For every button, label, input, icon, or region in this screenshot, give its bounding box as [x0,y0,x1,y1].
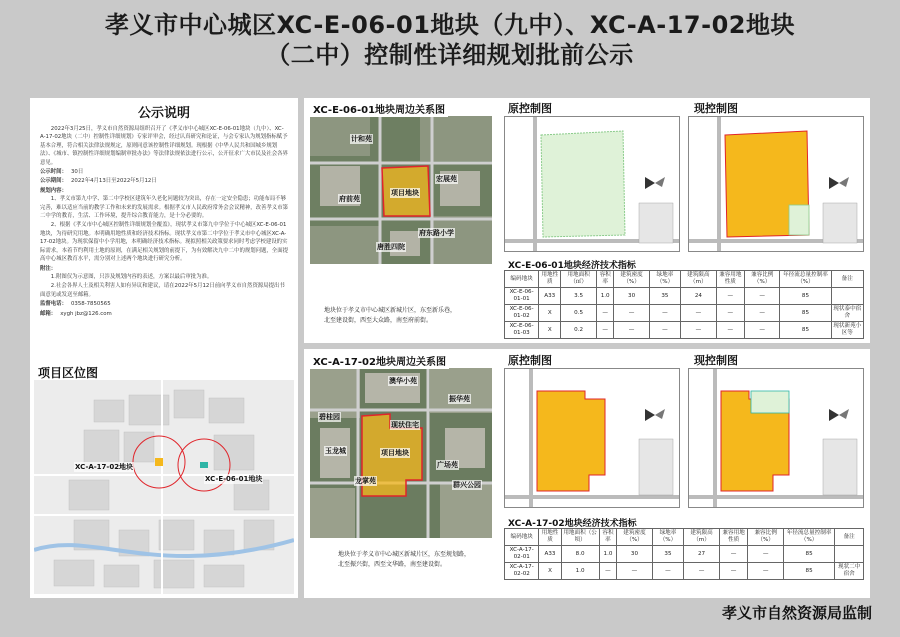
block-a-label-biguiyuan: 碧桂园 [319,413,340,421]
block-a-label-aohua: 澳华小苑 [389,377,417,385]
block-a-label-zhenhua: 振华苑 [449,395,470,403]
table-header-cell: 绿地率（%） [649,271,680,288]
table-cell: — [599,563,617,580]
project-area-label-a: XC-A-17-02地块 [75,463,134,471]
table-header-cell: 编码地块 [505,529,539,546]
table-header-cell: 容积率 [596,271,613,288]
table-cell: — [596,305,613,322]
project-area-label-e: XC-E-06-01地块 [205,475,263,483]
table-row [505,546,864,563]
table-cell: XC-A-17-02-01 [505,546,539,563]
table-cell: 85 [783,563,834,580]
table-cell: 3.5 [561,288,597,305]
table-cell: 27 [684,546,720,563]
block-e-current-plan [688,116,864,252]
block-a-label-xianzhuang: 现状住宅 [391,421,419,429]
table-header-cell: 兼容用地性质 [716,271,744,288]
table-cell: — [652,563,683,580]
table-cell: — [719,563,748,580]
project-area-map-svg [34,380,294,594]
notice-period [40,177,288,185]
table-header-cell: 建筑限高（m） [684,529,720,546]
notice-duration [40,168,288,176]
table-header-cell: 建筑密度（%） [614,271,649,288]
table-header-cell: 用地性质 [539,271,561,288]
phone-label: 监督电话： [40,301,67,308]
block-a-label-yulong: 玉龙城 [325,447,346,455]
table-cell: 0.2 [561,322,597,339]
block-e-description [324,306,456,326]
table-cell: 85 [783,546,834,563]
table-header-cell: 绿地率（%） [652,529,683,546]
table-cell: 1.0 [599,546,617,563]
block-a-original-svg [505,369,680,508]
tech-a-header-row [505,529,864,546]
block-e-desc-line1: 地块位于孝义市中心城区新城片区，东至新乐巷， [324,307,457,314]
table-row [505,322,864,339]
table-cell: 1.0 [596,288,613,305]
notice-content-2: 2、根据《孝义市中心城区控制性详细规划全覆盖》，现状孝义市第九中学位于中心城区XC-E-06-01地块，为待研究用地。本明确用地性质和经济技术指标。现状孝义市第二中学位于孝义市中心城区XC-A-17-02地块。为现状保留中小学用地，本明确经济技术指标。现拟照相关政策要求同时考虑学校建设的实际需求，本着节约利用土地的原则，在满足相关规划的前提下，为有效解决九中二中的规划问题，全面提高中心城区教育水平，需分别对上述两个地块进行研究分析。 [40,222,288,263]
project-area-heading: 项目区位图 [38,366,99,380]
phone-value: 0358-7850565 [70,301,111,308]
block-e-desc-line2: 北至建设街，西至大众路，南至府前街。 [324,317,433,324]
block-e-tech-table [504,270,864,339]
table-cell: XC-E-06-01-03 [505,322,539,339]
block-e-map-title: XC-E-06-01地块周边关系图 [310,100,448,117]
table-cell: XC-E-06-01-02 [505,305,539,322]
table-cell: 现状二中宿舍 [835,563,864,580]
notice-body [30,121,298,318]
table-cell [835,546,864,563]
table-header-cell: 兼容用地性质 [719,529,748,546]
table-cell: — [716,322,744,339]
table-cell: — [745,305,780,322]
notice-note-2: 2.社会各界人士及相关利害人如有异议和建议，请在2022年5月12日前向孝义市自然资源局提出书面意见或发送至邮箱。 [40,283,285,298]
table-cell: — [681,305,716,322]
block-e-label-tangsheng: 唐胜四院 [377,243,405,251]
table-cell: 8.0 [561,546,599,563]
table-cell: X [539,563,561,580]
table-cell: 1.0 [561,563,599,580]
block-a-label-qunxing: 群兴公园 [453,481,481,489]
block-a-label-longzhang: 龙掌苑 [355,477,376,485]
table-header-cell: 年径流总量控制率（%） [783,529,834,546]
block-e-surrounding-map [310,116,492,264]
table-row [505,288,864,305]
table-cell: — [617,563,652,580]
notes-label: 附注： [40,265,57,272]
table-row [505,563,864,580]
email-link[interactable]: xygh jbz@126.com [60,310,112,317]
duration-label: 公示时间： [40,169,67,176]
block-a-desc-line1: 地块位于孝义市中心城区新城片区，东至规划路， [338,551,471,558]
table-cell: — [596,322,613,339]
table-cell: — [614,305,649,322]
block-a-current-plan [688,368,864,508]
notice-heading: 公示说明 [137,106,190,121]
content-label: 规划内容： [40,187,67,194]
table-cell: 0.5 [561,305,597,322]
table-cell: — [716,305,744,322]
table-cell: 现状泰中宿舍 [831,305,863,322]
block-a-label-plot: 项目地块 [381,449,409,457]
notice-phone [40,300,288,308]
table-cell: — [748,546,783,563]
block-e-original-title: 原控制图 [508,102,552,115]
table-cell: — [745,322,780,339]
tech-e-header-row [505,271,864,288]
block-a-current-title: 现控制图 [694,354,738,367]
table-cell: — [681,322,716,339]
table-cell: 85 [780,322,831,339]
project-area-map [34,380,294,594]
block-e-label-hongzhan: 宏展苑 [436,175,457,183]
block-a-original-title: 原控制图 [508,354,552,367]
table-header-cell: 兼容比例（%） [748,529,783,546]
table-header-cell: 建筑限高（m） [681,271,716,288]
footer-issuer: 孝义市自然资源局监制 [721,604,872,622]
table-cell: — [614,322,649,339]
block-a-current-svg [689,369,864,508]
table-cell: X [539,305,561,322]
notice-note-1: 1.附图仅为示意图，只涉及规划内容的表述，方案以最后审批为准。 [50,273,213,280]
table-cell: XC-A-17-02-02 [505,563,539,580]
table-row [505,305,864,322]
block-e-current-title: 现控制图 [694,102,738,115]
notice-content-1: 1、孝义市第九中学、第二中学校区建筑年久老化问题较为突出，存在一定安全隐患；功能布局不够完善，难以适应当前的教学工作和未来的发展需求。根据孝义市人民政府常务会会议精神，改善孝义市第二中学的教育，生活、工作环境，提升综合教育能力，是十分必要的。 [40,196,288,220]
table-cell: 85 [780,288,831,305]
table-cell: — [716,288,744,305]
block-e-label-jihe: 计和苑 [351,135,372,143]
block-e-tech-title: XC-E-06-01地块经济技术指标 [508,261,636,271]
table-header-cell: 用地面积（公顷） [561,529,599,546]
block-a-desc-line2: 北至振兴街，西至文华路，南至建设街。 [338,561,447,568]
block-e-label-plot: 项目地块 [391,189,419,197]
block-e-original-plan [504,116,680,252]
table-cell: 24 [681,288,716,305]
notice-email [40,310,288,318]
table-header-cell: 年径流总量控制率（%） [780,271,831,288]
table-cell: A33 [539,546,561,563]
period-value: 2022年4月13日至2022年5月12日 [70,178,157,185]
table-cell: — [748,563,783,580]
table-cell: — [684,563,720,580]
block-a-label-guangchang: 广场苑 [437,461,458,469]
section-divider [304,343,870,349]
project-area [30,364,298,598]
block-a-tech-table [504,528,864,580]
table-cell: XC-E-06-01-01 [505,288,539,305]
page-title-line2: （二中）控制性详细规划批前公示 [266,41,634,69]
email-label: 邮箱： [40,310,57,317]
block-a-description [338,550,470,570]
table-cell: 35 [652,546,683,563]
table-cell: — [745,288,780,305]
table-header-cell: 备注 [835,529,864,546]
table-header-cell: 编码地块 [505,271,539,288]
notice-notes [40,265,288,273]
table-header-cell: 用地性质 [539,529,561,546]
table-cell: 30 [617,546,652,563]
period-label: 公示期间： [40,178,67,185]
table-cell: 30 [614,288,649,305]
table-cell: — [649,322,680,339]
table-header-cell: 兼容比例（%） [745,271,780,288]
block-a-original-plan [504,368,680,508]
table-header-cell: 建筑密度（%） [617,529,652,546]
page-title-line1: 孝义市中心城区XC-E-06-01地块（九中）、XC-A-17-02地块 [105,11,795,39]
table-cell: — [649,305,680,322]
block-a-tech-title: XC-A-17-02地块经济技术指标 [508,519,637,529]
table-cell: — [719,546,748,563]
table-cell [831,288,863,305]
table-cell: X [539,322,561,339]
table-header-cell: 容积率 [599,529,617,546]
notice-panel [30,98,298,598]
block-a-surrounding-map [310,368,492,538]
table-cell: A33 [539,288,561,305]
table-cell: 85 [780,305,831,322]
table-header-cell: 用地面积（㎡） [561,271,597,288]
table-cell: 35 [649,288,680,305]
plans-panel [304,98,870,598]
notice-intro: 2022年3月25日，孝义市自然资源局组织召开了《孝义市中心城区XC-E-06-01地块（九中）、XC-A-17-02地块（二中）控制性详细规划》专家评审会，经过认真研究和论证，与会专家认为规划指标赋予基本合理，符合相关法律法规规定，原则同意该控制性详细规划。现根据《中华人民共和国城乡规划法》、《城市、镇控制性详细规划编制审批办法》等法律法规依法进行公示，公开征求广大市民及社会各界意见。 [40,126,288,166]
notice-content [40,187,288,195]
table-cell: 现状新苑小区等 [831,322,863,339]
duration-value: 30日 [70,169,84,176]
block-a-map-title: XC-A-17-02地块周边关系图 [310,352,449,369]
block-e-original-svg [505,117,680,252]
block-e-current-svg [689,117,864,252]
block-e-label-fuqian: 府前苑 [339,195,360,203]
table-header-cell: 备注 [831,271,863,288]
page-title [0,10,900,70]
block-e-label-school: 府东路小学 [419,229,454,237]
